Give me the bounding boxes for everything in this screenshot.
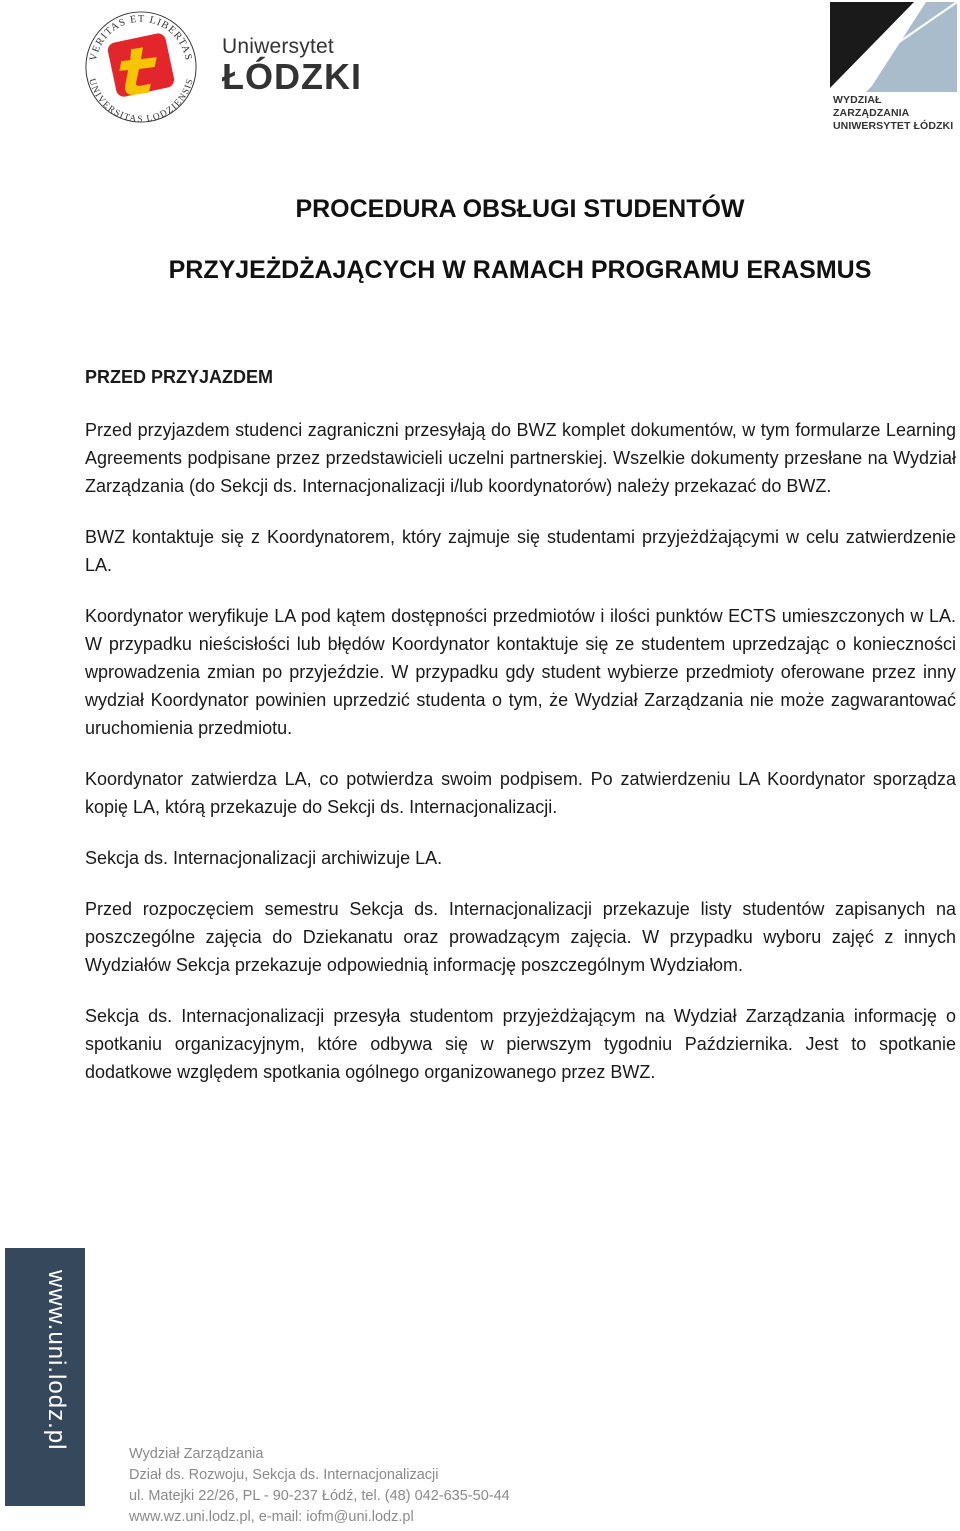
footer-line-faculty: Wydział Zarządzania [129, 1446, 264, 1462]
paragraph-coordinator-contact: BWZ kontaktuje się z Koordynatorem, który zajmuje się studentami przyjeżdżającymi w celu zatwierdzenie LA. [85, 527, 956, 575]
section-heading: PRZED PRZYJAZDEM [85, 367, 274, 387]
faculty-logo-line1: WYDZIAŁ ZARZĄDZANIA [833, 94, 910, 119]
university-name-line2: ŁÓDZKI [222, 56, 362, 97]
paragraph-semester-lists: Przed rozpoczęciem semestru Sekcja ds. Internacjonalizacji przekazuje listy studentów zapisanych na poszczególne zajęcia do Dziekanatu oraz prowadzącym zajęcia. W przypadku wyboru zajęć z innych Wydziałów Sekcja przekazuje odpowiednią informację poszczególnym Wydziałom. [85, 899, 956, 975]
paragraph-verification: Koordynator weryfikuje LA pod kątem dostępności przedmiotów i ilości punktów ECTS umieszczonych w LA. W przypadku nieścisłości lub błędów Koordynator kontaktuje się ze studentem uprzedzając o konieczności wprowadzenia zmian po przyjeździe. W przypadku gdy student wybierze przedmioty oferowane przez inny wydział Koordynator powinien uprzedzić studenta o tym, że Wydział Zarządzania nie może zagwarantować uruchomienia przedmiotu. [85, 606, 956, 738]
document-body [85, 364, 956, 1109]
paragraph-approval: Koordynator zatwierdza LA, co potwierdza swoim podpisem. Po zatwierdzeniu LA Koordynator sporządza kopię LA, którą przekazuje do Sekcji ds. Internacjonalizacji. [85, 769, 956, 817]
paragraph-documents: Przed przyjazdem studenci zagraniczni przesyłają do BWZ komplet dokumentów, w tym formularze Learning Agreements podpisane przez przedstawicieli uczelni partnerskiej. Wszelkie dokumenty przesłane na Wydział Zarządzania (do Sekcji ds. Internacjonalizacji i/lub koordynatorów) należy przekazać do BWZ. [85, 420, 956, 496]
paragraph-archive: Sekcja ds. Internacjonalizacji archiwizuje LA. [85, 848, 443, 868]
faculty-emblem-icon [830, 2, 957, 92]
seal-text-bottom: UNIVERSITAS LODZIENSIS [86, 77, 196, 125]
university-seal-icon [82, 8, 200, 126]
university-name-line1: Uniwersytet [222, 35, 334, 58]
side-banner-url[interactable]: www.uni.lodz.pl [43, 1270, 70, 1451]
page-footer [129, 1444, 510, 1528]
footer-line-department: Dział ds. Rozwoju, Sekcja ds. Internacjonalizacji [129, 1467, 439, 1483]
faculty-logo-text [833, 94, 960, 133]
page-header [0, 0, 960, 140]
footer-line-contact[interactable]: www.wz.uni.lodz.pl, e-mail: iofm@uni.lodz.pl [129, 1509, 414, 1525]
faculty-logo [830, 2, 960, 132]
paragraph-meeting: Sekcja ds. Internacjonalizacji przesyła studentom przyjeżdżającym na Wydział Zarządzania informację o spotkaniu organizacyjnym, które odbywa się w pierwszym tygodniu Października. Jest to spotkanie dodatkowe względem spotkania ogólnego organizowanego przez BWZ. [85, 1006, 956, 1082]
university-logo [82, 8, 362, 128]
faculty-logo-line2: UNIWERSYTET ŁÓDZKI [833, 120, 954, 132]
document-title-line1: PROCEDURA OBSŁUGI STUDENTÓW [295, 195, 745, 223]
document-title-line2: PRZYJEŻDŻAJĄCYCH W RAMACH PROGRAMU ERASMUS [168, 256, 872, 284]
university-name [222, 36, 362, 96]
side-banner [5, 1248, 85, 1506]
seal-text-top: VERITAS ET LIBERTAS [88, 13, 194, 63]
footer-line-address: ul. Matejki 22/26, PL - 90-237 Łódź, tel. (48) 042-635-50-44 [129, 1488, 510, 1504]
